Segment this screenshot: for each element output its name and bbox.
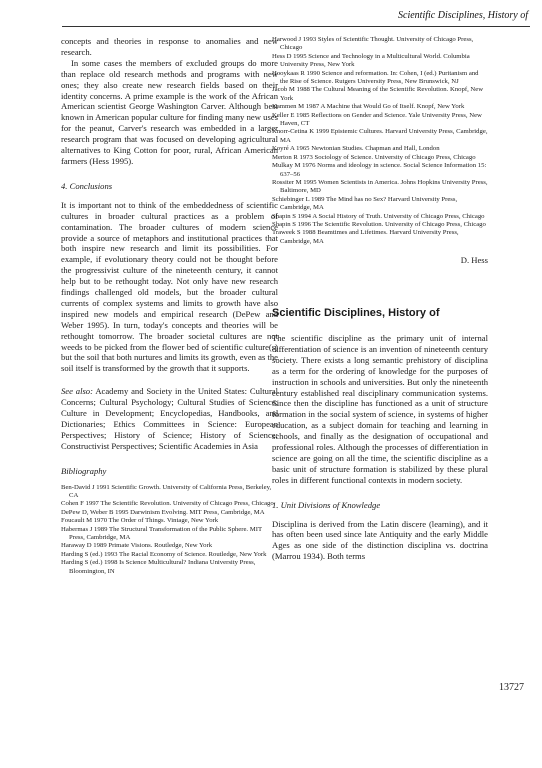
bibliography-entry: Shapin S 1996 The Scientific Revolution. University of Chicago Press, Chicago (272, 220, 486, 228)
section-heading: 4. Conclusions (61, 180, 113, 191)
paragraph: In some cases the members of excluded groups do more than replace old research methods and programs with new ones; they also create new research fields based on their identity concerns. A prime example is the work of the African American scientist George Washington Carver. Although best known in American popular culture for finding many new uses for the peanut, Carver's research was embedded in a larger research program that was focused on developing agricultural alternatives to King Cotton for poor, rural, African American farmers (Hess 1995). (61, 57, 278, 166)
bibliography-entry: Habermas J 1989 The Structural Transformation of the Public Sphere. MIT Press, Cambridge, MA (61, 525, 262, 542)
bibliography-entry: Traweek S 1988 Beamtimes and Lifetimes. Harvard University Press, Cambridge, MA (272, 229, 459, 245)
bibliography-entry: Ben-David J 1991 Scientific Growth. University of California Press, Berkeley, CA (61, 483, 272, 500)
bibliography-entry: Hooykaas R 1990 Science and reformation. In: Cohen, I (ed.) Puritanism and the Rise of Science. Rutgers University Press, New Brunswick, NJ (272, 69, 479, 86)
bibliography-entry: Merton R 1973 Sociology of Science. University of Chicago Press, Chicago (272, 153, 476, 161)
article-author: D. Hess (460, 255, 488, 266)
bibliography-list-right (272, 36, 488, 246)
bibliography-entry: Rossiter M 1995 Women Scientists in America. Johns Hopkins University Press, Baltimore, MD (272, 178, 488, 195)
bibliography-entry: Shapin S 1994 A Social History of Truth. University of Chicago Press, Chicago (272, 212, 485, 220)
right-column (272, 36, 488, 562)
bibliography-entry: Jacob M 1988 The Cultural Meaning of the Scientific Revolution. Knopf, New York (272, 86, 484, 102)
bibliography-entry: Foucault M 1970 The Order of Things. Vintage, New York (61, 517, 219, 525)
bibliography-entry: Koyré A 1965 Newtonian Studies. Chapman and Hall, London (272, 145, 440, 153)
section-heading: 1. Unit Divisions of Knowledge (272, 499, 381, 510)
article-title: Scientific Disciplines, History of (272, 307, 440, 320)
bibliography-entry: Kammen M 1987 A Machine that Would Go of Itself. Knopf, New York (272, 103, 465, 111)
header-rule (62, 26, 530, 27)
bibliography-entry: Harding S (ed.) 1993 The Racial Economy of Science. Routledge, New York (61, 550, 267, 558)
paragraph: Disciplina is derived from the Latin discere (learning), and it has often been used since late Antiquity and the early Middle Ages as one side of the distinction disciplina vs. doctrina (Marrou 1934). Both terms (272, 518, 488, 562)
paragraph: The scientific discipline as the primary unit of internal differentiation of science is an invention of nineteenth century society. There exists a long semantic prehistory of disciplina as a term for the ordering of knowledge for the purposes of instruction in schools and universities. But only the nineteenth century established real disciplinary communication systems. Since then the discipline has functioned as a unit of structure formation in the social system of science, in systems of higher education, as a subject domain for teaching and learning in schools, and finally as the designation of occupational and professional roles. Although the processes of differentiation in science are going on all the time, the scientific discipline as a basic unit of structure formation is stabilized by these plural roles in different functional contexts in modern society. (272, 332, 488, 485)
see-also-text: Academy and Society in the United States: Cultural Concerns; Cultural Psychology; Cultural Studies of Science; Culture in Development; Encyclopedias, Handbooks, and Dictionaries; Ethics Committees in Science: European Perspectives; History of Science; History of Science: Constructivist Perspectives; Scientific Academies in Asia (61, 386, 279, 451)
bibliography-entry: Harding S (ed.) 1998 Is Science Multicultural? Indiana University Press, Bloomington, IN (61, 559, 256, 575)
paragraph: concepts and theories in response to anomalies and new research. (61, 36, 278, 57)
bibliography-heading: Bibliography (61, 465, 107, 476)
bibliography-entry: Schiebinger L 1989 The Mind has no Sex? Harvard University Press, Cambridge, MA (272, 195, 458, 212)
running-head: Scientific Disciplines, History of (398, 10, 528, 21)
bibliography-entry: Haraway D 1989 Primate Visions. Routledge, New York (61, 542, 213, 550)
bibliography-entry: Mulkay M 1976 Norms and ideology in science. Social Science Information 15: 637–56 (272, 162, 487, 178)
page-number: 13727 (499, 682, 524, 693)
bibliography-list-left (61, 484, 278, 576)
see-also-label: See also: (61, 386, 93, 397)
paragraph: It is important not to think of the embeddedness of scientific cultures in broader cultural practices as a problem of contamination. The broader cultures of modern science provide a source of metaphors and institutional practices that both inspire new research and limit its possibilities. For example, if evolutionary theory could not be thought before the progressivist culture of the nineteenth century, it cannot help but to be rethought today. Not only have new research findings challenged old models, but the broader cultural currents of complex systems and limits to growth have also inspired new models and empirical research (DePew and Weber 1995). In turn, today's concepts and theories will be rethought tomorrow. The broader societal cultures are not weeds to be picked from the flower bed of scientific culture(s) but the soil that both nurtures and limits its growth, even as the soil itself is transformed by the growth that it supports. (61, 199, 278, 374)
see-also (61, 386, 278, 451)
bibliography-entry: Hess D 1995 Science and Technology in a Multicultural World. Columbia University Press, New York (272, 52, 470, 69)
bibliography-entry: Harwood J 1993 Styles of Scientific Thought. University of Chicago Press, Chicago (272, 36, 474, 52)
bibliography-entry: Cohen F 1997 The Scientific Revolution. University of Chicago Press, Chicago (61, 500, 274, 508)
left-column (61, 36, 278, 576)
bibliography-entry: DePew D, Weber B 1995 Darwinism Evolving. MIT Press, Cambridge, MA (61, 508, 265, 516)
bibliography-entry: Keller E 1985 Reflections on Gender and Science. Yale University Press, New Haven, CT (272, 111, 482, 128)
bibliography-entry: Knorr-Cetina K 1999 Epistemic Cultures. Harvard University Press, Cambridge, MA (272, 128, 488, 144)
